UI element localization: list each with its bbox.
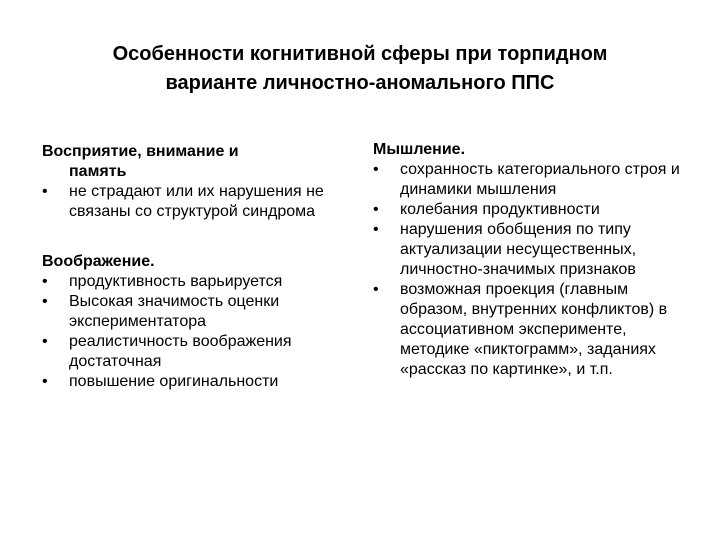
- bullet-icon: •: [373, 221, 379, 238]
- bullet-icon: •: [42, 333, 48, 350]
- list-item: [373, 200, 693, 220]
- thinking-list: [373, 160, 693, 380]
- bullet-icon: •: [373, 161, 379, 178]
- left-column: [42, 142, 362, 412]
- list-item: [42, 292, 362, 332]
- bullet-icon: •: [42, 273, 48, 290]
- list-item: [373, 160, 693, 200]
- list-item: [42, 332, 362, 372]
- imagination-block: [42, 252, 362, 392]
- list-item-text: продуктивность варьируется: [69, 273, 283, 290]
- list-item-text: колебания продуктивности: [400, 201, 600, 218]
- thinking-heading: Мышление.: [373, 141, 466, 158]
- list-item-text: сохранность категориального строя и динамики мышления: [400, 161, 680, 198]
- bullet-icon: •: [42, 183, 48, 200]
- list-item: [373, 280, 693, 380]
- slide-title-line2: варианте личностно-аномального ППС: [165, 72, 555, 94]
- bullet-icon: •: [373, 201, 379, 218]
- list-item: [42, 272, 362, 292]
- bullet-icon: •: [42, 293, 48, 310]
- perception-heading: [42, 142, 362, 182]
- list-item-text: Высокая значимость оценки экспериментатора: [69, 293, 280, 330]
- perception-heading-line2: память: [69, 163, 127, 180]
- list-item-text: нарушения обобщения по типу актуализации несущественных, личностно-значимых признаков: [400, 221, 637, 278]
- bullet-icon: •: [373, 281, 379, 298]
- perception-block: [42, 142, 362, 222]
- list-item: [42, 182, 362, 222]
- slide-title-line1: Особенности когнитивной сферы при торпидном: [112, 43, 608, 65]
- perception-heading-line1: Восприятие, внимание и: [42, 143, 239, 160]
- bullet-icon: •: [42, 373, 48, 390]
- list-item: [373, 220, 693, 280]
- imagination-list: [42, 272, 362, 392]
- list-item: [42, 372, 362, 392]
- list-item-text: реалистичность воображения достаточная: [69, 333, 292, 370]
- list-item-text: возможная проекция (главным образом, внутренних конфликтов) в ассоциативном эксперименте, методике «пиктограмм», заданиях «рассказ по картинке», и т.п.: [400, 281, 668, 378]
- list-item-text: повышение оригинальности: [69, 373, 279, 390]
- right-column: [373, 140, 693, 380]
- slide-title: [0, 40, 720, 98]
- perception-list: [42, 182, 362, 222]
- list-item-text: не страдают или их нарушения не связаны со структурой синдрома: [69, 183, 324, 220]
- imagination-heading: Воображение.: [42, 253, 155, 270]
